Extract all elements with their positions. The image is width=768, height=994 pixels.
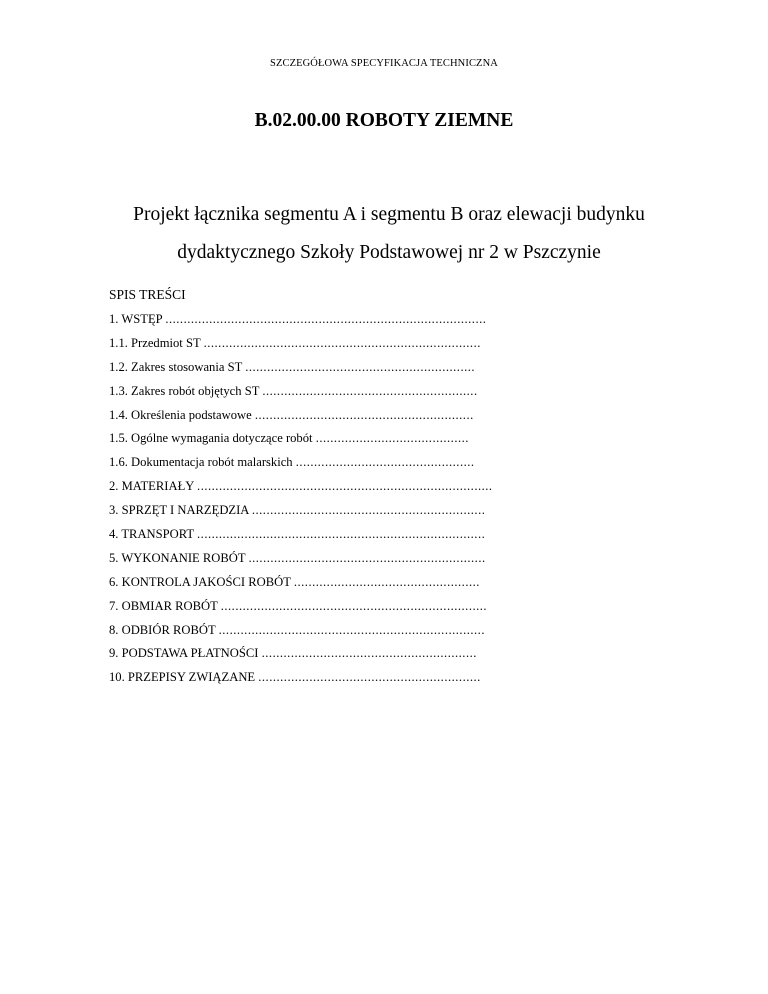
project-title xyxy=(0,196,768,272)
toc-item[interactable] xyxy=(109,431,529,455)
toc-item-label: 6. KONTROLA JAKOŚCI ROBÓT xyxy=(109,574,294,589)
toc-item[interactable] xyxy=(109,360,529,384)
toc-heading: SPIS TREŚCI xyxy=(109,287,186,302)
toc-item-label: 4. TRANSPORT xyxy=(109,527,198,542)
toc-item-leader: .......................................... xyxy=(315,431,469,446)
toc-item-label: 7. OBMIAR ROBÓT xyxy=(109,598,221,613)
toc-item-leader: ................................................................. xyxy=(248,550,486,565)
table-of-contents xyxy=(109,312,529,694)
toc-item[interactable] xyxy=(109,384,529,408)
toc-item[interactable] xyxy=(109,455,529,479)
toc-item-label: 9. PODSTAWA PŁATNOŚCI xyxy=(109,646,262,661)
toc-item-leader: ............................................................................ xyxy=(203,335,481,350)
toc-item[interactable] xyxy=(109,646,529,670)
toc-item[interactable] xyxy=(109,479,529,503)
toc-item-leader: ................................................................................. xyxy=(197,479,493,494)
toc-item[interactable] xyxy=(109,599,529,623)
toc-item-label: 1.3. Zakres robót objętych ST xyxy=(109,383,263,398)
toc-item-leader: ........................................................... xyxy=(261,646,477,661)
project-title-line-2: dydaktycznego Szkoły Podstawowej nr 2 w Pszczynie xyxy=(177,242,601,263)
toc-item-label: 1.4. Określenia podstawowe xyxy=(109,407,255,422)
toc-item-leader: ............................................................................... xyxy=(197,527,486,542)
toc-item[interactable] xyxy=(109,408,529,432)
toc-item-leader: ......................................................................... xyxy=(218,622,485,637)
toc-item-label: 5. WYKONANIE ROBÓT xyxy=(109,550,249,565)
toc-item-leader: ............................................................... xyxy=(245,359,476,374)
toc-item-leader: ............................................................. xyxy=(258,670,481,685)
toc-item-label: 3. SPRZĘT I NARZĘDZIA xyxy=(109,503,252,518)
toc-item-leader: ................................................... xyxy=(293,574,480,589)
toc-item-label: 1.2. Zakres stosowania ST xyxy=(109,359,246,374)
toc-item[interactable] xyxy=(109,503,529,527)
toc-item-leader: ................................................. xyxy=(295,455,475,470)
toc-item-label: 2. MATERIAŁY xyxy=(109,479,198,494)
document-title: B.02.00.00 ROBOTY ZIEMNE xyxy=(254,110,514,131)
toc-item-label: 1.5. Ogólne wymagania dotyczące robót xyxy=(109,431,316,446)
project-title-line-1: Projekt łącznika segmentu A i segmentu B oraz elewacji budynku xyxy=(133,204,645,225)
toc-item-leader: ................................................................ xyxy=(251,503,486,518)
toc-item[interactable] xyxy=(109,623,529,647)
toc-item-label: 8. ODBIÓR ROBÓT xyxy=(109,622,219,637)
toc-item[interactable] xyxy=(109,336,529,360)
toc-item-leader: ............................................................ xyxy=(254,407,474,422)
toc-item[interactable] xyxy=(109,670,529,694)
toc-item-leader: ......................................................................... xyxy=(220,598,488,613)
toc-item-label: 10. PRZEPISY ZWIĄZANE xyxy=(109,670,259,685)
toc-item-label: 1. WSTĘP xyxy=(109,312,166,326)
document-header: SZCZEGÓŁOWA SPECYFIKACJA TECHNICZNA xyxy=(270,58,498,69)
toc-item-label: 1.6. Dokumentacja robót malarskich xyxy=(109,455,296,470)
toc-item[interactable] xyxy=(109,312,529,336)
toc-item-label: 1.1. Przedmiot ST xyxy=(109,335,204,350)
toc-item-leader: ........................................................................................ xyxy=(165,312,487,326)
toc-item[interactable] xyxy=(109,551,529,575)
toc-item-leader: ........................................................... xyxy=(262,383,478,398)
toc-item[interactable] xyxy=(109,527,529,551)
toc-item[interactable] xyxy=(109,575,529,599)
